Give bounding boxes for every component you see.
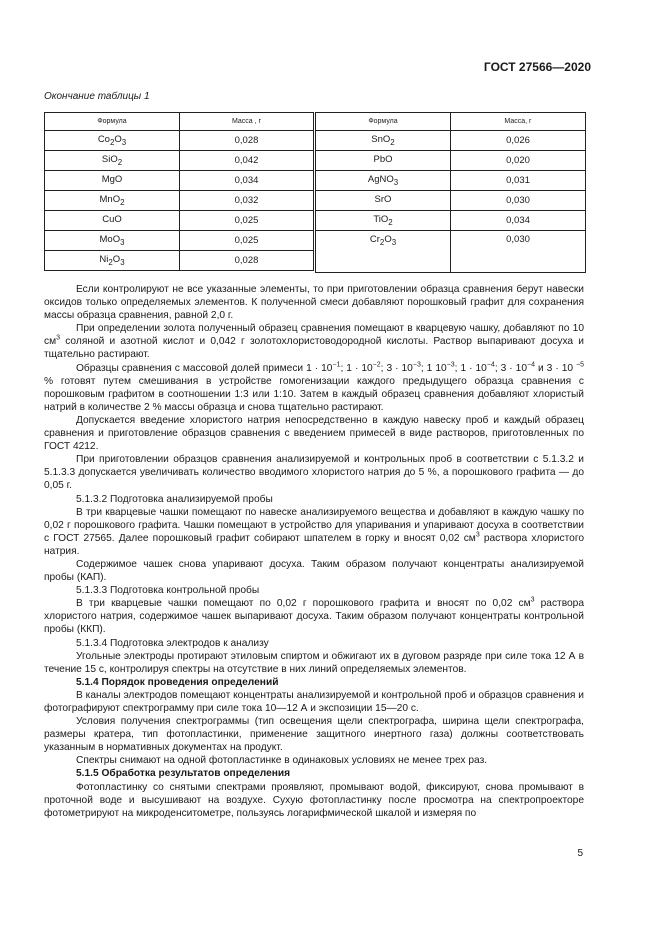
formula-cell: SrO <box>316 191 451 211</box>
mass-cell: 0,042 <box>180 151 314 171</box>
formula-cell: $Cr_2O_3$ <box>316 231 451 254</box>
mass-cell: 0,020 <box>451 151 586 171</box>
mass-cell <box>451 253 586 273</box>
mass-cell: 0,030 <box>451 191 586 211</box>
table-row <box>45 191 314 211</box>
formula-cell: CuO <box>45 211 180 231</box>
table-row <box>316 171 586 191</box>
paragraph: Допускается введение хлористого натрия непосредственно в каждую навеску проб и каждый образец сравнения и приготовление образцов сравнения с введением примесей в виде растворов, приготовленных по ГОСТ 4212. <box>44 414 584 453</box>
table-row <box>316 231 586 254</box>
section-heading: 5.1.3.3 Подготовка контрольной пробы <box>76 585 260 597</box>
formula-cell: PbO <box>316 151 451 171</box>
mass-cell: 0,028 <box>180 251 314 271</box>
paragraph: Угольные электроды протирают этиловым спиртом и обжигают их в дуговом разряде при силе тока 12 А в течение 15 с, контролируя спектры на отсутствие в них линий определяемых элементов. <box>44 650 584 675</box>
table-row <box>45 131 314 151</box>
paragraph: При приготовлении образцов сравнения анализируемой и контрольных проб в соответствии с 5.1.3.2 и 5.1.3.3 допускается увеличивать количество вводимого хлористого натрия до 5 %, а порошкового графита — до 0,05 г. <box>44 454 584 492</box>
column-header-formula: Формула <box>316 113 451 131</box>
page-number: 5 <box>577 848 583 859</box>
table-caption: Окончание таблицы 1 <box>44 91 150 102</box>
table-row <box>45 151 314 171</box>
section-heading: 5.1.4 Порядок проведения определений <box>76 676 279 688</box>
column-header-formula: Формула <box>45 113 180 131</box>
formula-cell: TiO$_2$ <box>316 211 451 231</box>
mass-cell: 0,034 <box>451 211 586 231</box>
paragraph: Условия получения спектрограммы (тип освещения щели спектрографа, ширина щели спектрографа, размеры кратера, тип фотопластинки, применение защитного инертного газа) должны соответствовать указанным в нормативных документах на продукт. <box>44 716 584 754</box>
table-row <box>316 191 586 211</box>
paragraph: Спектры снимают на одной фотопластинке в одинаковых условиях не менее трех раз. <box>76 755 488 767</box>
paragraph: Содержимое чашек снова упаривают досуха. Таким образом получают концентраты анализируемой пробы (КАП). <box>44 558 584 584</box>
table-row <box>45 211 314 231</box>
paragraph: Если контролируют не все указанные элементы, то при приготовлении образца сравнения берут навески оксидов только определяемых элементов. К полученной смеси добавляют порошковый графит для сохранения массы образца сравнения, равной 2,0 г. <box>44 284 584 322</box>
paragraph: Фотопластинку со снятыми спектрами проявляют, промывают водой, фиксируют, снова промывают в проточной воде и высушивают на воздухе. Сухую фотопластинку после просмотра на спектропроекторе фотометрируют на микроденситометре, пользуясь логарифмической шкалой и измеряя по <box>44 781 584 819</box>
table-row <box>45 171 314 191</box>
mass-cell: 0,032 <box>180 191 314 211</box>
formula-cell: $Co_2O_3$ <box>45 131 180 151</box>
formula-cell: MgO <box>45 171 180 191</box>
mass-cell: 0,028 <box>180 131 314 151</box>
formula-cell: AgNO$_3$ <box>316 171 451 191</box>
formula-cell: SnO$_2$ <box>316 131 451 151</box>
paragraph: При определении золота полученный образец сравнения помещают в кварцевую чашку, добавляют по 10 $см^3$ соляной и азотной кислот и 0,042 г золотохлористоводородной кислоты. Раствор выпаривают досуха и тщательно растирают. <box>44 323 584 361</box>
column-header-mass: Масса, г <box>451 113 586 131</box>
mass-cell: 0,030 <box>451 231 586 254</box>
table-row <box>316 211 586 231</box>
section-heading: 5.1.5 Обработка результатов определения <box>76 768 291 780</box>
table-row <box>316 131 586 151</box>
paragraph: В три кварцевые чашки помещают по навеске анализируемого вещества и добавляют в каждую чашку по 0,02 г порошкового графита. Чашки помещают в устройство для упаривания и упаривают досуха в соответствии с ГОСТ 27565. Далее порошковый графит собирают шпателем в горку и вносят 0,02 $см^3$ раствора хлористого натрия. <box>44 506 584 557</box>
formula-cell: MoO$_3$ <box>45 231 180 251</box>
mass-cell: 0,025 <box>180 211 314 231</box>
mass-cell: 0,034 <box>180 171 314 191</box>
paragraph: В три кварцевые чашки помещают по 0,02 г порошкового графита и вносят по 0,02 $см^3$ раствора хлористого натрия, содержимое чашек выпаривают досуха. Таким образом получают концентраты контрольной пробы (ККП). <box>44 596 584 636</box>
table-row <box>316 253 586 273</box>
table-row <box>316 151 586 171</box>
table-row <box>45 251 314 271</box>
standard-code-header: ГОСТ 27566—2020 <box>483 60 591 74</box>
table-left-half <box>44 112 314 271</box>
formula-cell: $Ni_2O_3$ <box>45 251 180 271</box>
mass-cell: 0,026 <box>451 131 586 151</box>
formula-cell: SiO$_2$ <box>45 151 180 171</box>
section-heading: 5.1.3.2 Подготовка анализируемой пробы <box>76 493 273 505</box>
formula-cell <box>316 253 451 273</box>
column-header-mass: Масса , г <box>180 113 314 131</box>
table-right-half <box>315 112 586 273</box>
table-row <box>45 231 314 251</box>
mass-cell: 0,025 <box>180 231 314 251</box>
body-text <box>44 283 584 820</box>
paragraph: В каналы электродов помещают концентраты анализируемой и контрольной проб и образцов сравнения и фотографируют спектрограмму при силе тока 10—12 А и экспозиции 15—20 с. <box>44 689 584 714</box>
mass-cell: 0,031 <box>451 171 586 191</box>
section-heading: 5.1.3.4 Подготовка электродов к анализу <box>76 637 269 649</box>
paragraph: Образцы сравнения с массовой долей примеси $1 \cdot 10^{-1}$; $1 \cdot 10^{-2}$; $3 \cdot 10^{-3}$; 1 $10^{-3}$; $1 \cdot 10^{-4}$; $3 \cdot 10^{-4}$ и 3 · 10 $^{-5}$ % готовят путем смешивания в устройстве гомогенизации каждого предыдущего образца сравнения с порошковым графитом в соотношении 1:3 или 1:10. Затем в каждый образец сравнения добавляют хлористый натрий в количестве 2 % массы образца и снова тщательно растирают. <box>44 361 585 413</box>
formula-cell: MnO$_2$ <box>45 191 180 211</box>
